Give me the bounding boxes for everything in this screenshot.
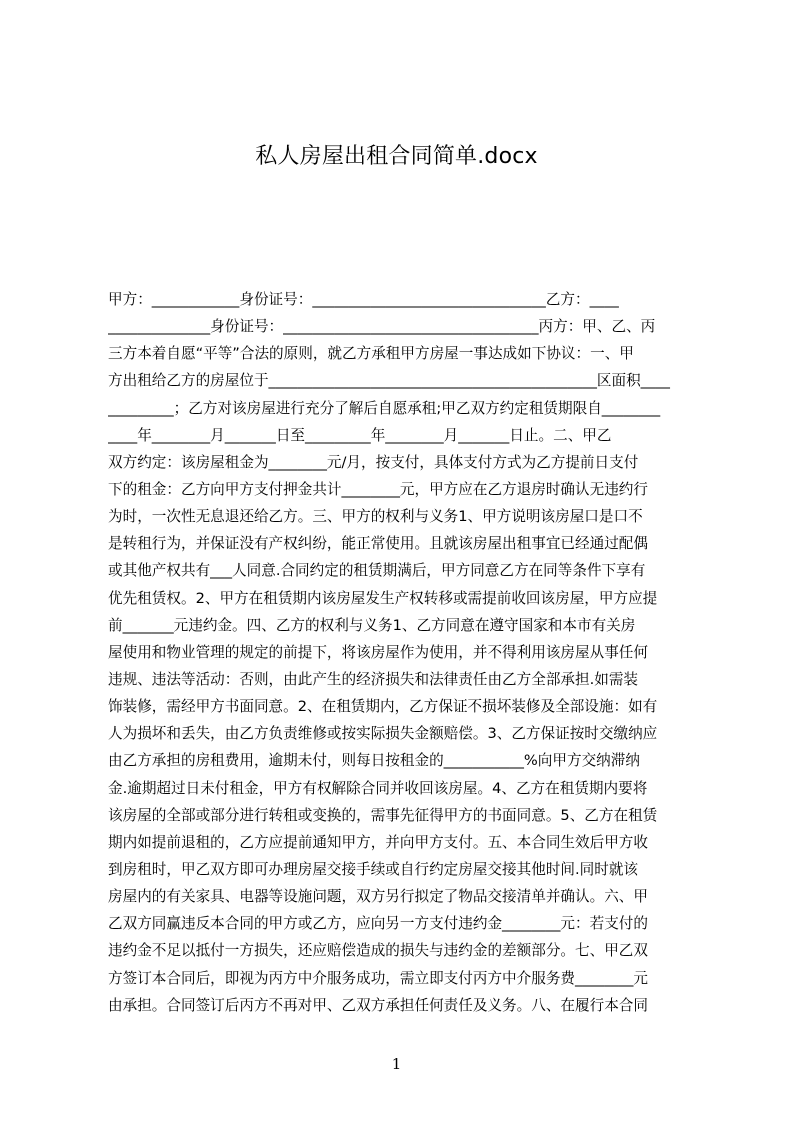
text-line: _________；乙方对该房屋进行充分了解后自愿承租;甲乙双方约定租赁期限自________ [108,399,661,417]
text-line: 违规、违法等活动：否则，由此产生的经济损失和法律责任由乙方全部承担.如需装 [108,670,639,688]
text-line: ______________身份证号：___________________________________丙方：甲、乙、丙 [108,318,656,336]
text-line: 该房屋的全部或部分进行转租或变换的，需事先征得甲方的书面同意。5、乙方在租赁 [108,806,658,824]
text-line: 为时，一次性无息退还给乙方。三、甲方的权利与义务1、甲方说明该房屋口是口不 [108,508,643,526]
text-line: 双方约定：该房屋租金为________元/月，按支付，具体支付方式为乙方提前日支付 [108,453,639,471]
text-line: 金.逾期超过日未付租金，甲方有权解除合同并收回该房屋。4、乙方在租赁期内要将 [108,779,648,797]
text-line: 下的租金：乙方向甲方支付押金共计________元，甲方应在乙方退房时确认无违约行 [108,480,648,498]
document-title: 私人房屋出租合同简单.docx [255,144,538,169]
text-line: 期内如提前退租的，乙方应提前通知甲方，并向甲方支付。五、本合同生效后甲方收 [108,833,648,851]
text-line: 优先租赁权。2、甲方在租赁期内该房屋发生产权转移或需提前收回该房屋，甲方应提 [108,589,658,607]
text-line: 到房租时，甲乙双方即可办理房屋交接手续或自行约定房屋交接其他时间.同时就该 [108,860,639,878]
text-line: 违约金不足以抵付一方损失，还应赔偿造成的损失与违约金的差额部分。七、甲乙双 [108,942,648,960]
text-line: ____年________月_______日至_________年________月_______日止。二、甲乙 [108,426,612,444]
text-line: 前_______元违约金。四、乙方的权利与义务1、乙方同意在遵守国家和本市有关房 [108,616,636,634]
page-number: 1 [391,1055,402,1073]
text-line: 房屋内的有关家具、电器等设施问题，双方另行拟定了物品交接清单并确认。六、甲 [108,888,648,906]
text-line: 屋使用和物业管理的规定的前提下，将该房屋作为使用，并不得利用该房屋从事任何 [108,643,648,661]
text-line: 方出租给乙方的房屋位于_____________________________________________区面积____ [108,372,670,390]
text-line: 饰装修，需经甲方书面同意。2、在租赁期内，乙方保证不损坏装修及全部设施：如有 [108,698,658,716]
text-line: 是转租行为，并保证没有产权纠纷，能正常使用。且就该房屋出租事宜已经通过配偶 [108,535,648,553]
contract-body [108,286,697,1036]
text-line: 人为损坏和丢失，由乙方负责维修或按实际损失金额赔偿。3、乙方保证按时交缴纳应 [108,725,658,743]
text-line: 乙双方同赢违反本合同的甲方或乙方，应向另一方支付违约金________元：若支付的 [108,915,648,933]
text-line: 由承担。合同签订后丙方不再对甲、乙双方承担任何责任及义务。八、在履行本合同 [108,996,648,1014]
text-line: 三方本着自愿“平等”合法的原则，就乙方承租甲方房屋一事达成如下协议：一、甲 [108,345,634,363]
text-line: 方签订本合同后，即视为丙方中介服务成功，需立即支付丙方中介服务费________元 [108,969,648,987]
text-line: 甲方：____________身份证号：________________________________乙方：____ [108,291,619,308]
text-line: 或其他产权共有___人同意.合同约定的租赁期满后，甲方同意乙方在同等条件下享有 [108,562,646,580]
text-line: 由乙方承担的房租费用，逾期未付，则每日按租金的___________%向甲方交纳滞纳 [108,752,640,770]
